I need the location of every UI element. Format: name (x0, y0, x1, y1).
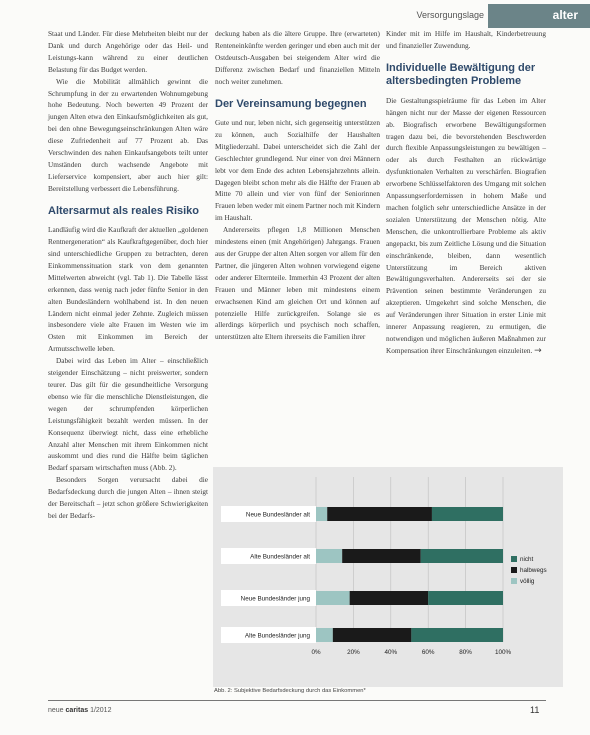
continue-arrow-icon: → (534, 345, 542, 356)
footer-pre: neue (48, 707, 64, 714)
col1-paragraph-1: Staat und Länder. Für diese Mehrheiten bleibt nur der Dank und durch Angehörige oder das Heil- und Leistungs-kann während zu einer deutlichen Belastung für das Budget werden. (48, 29, 208, 74)
x-tick-label: 20% (347, 649, 360, 656)
bar-segment-halbwegs (333, 628, 412, 642)
col2-paragraph-3: Andererseits pflegen 1,8 Millionen Menschen mindestens einen (mit Angehörigen) Jahrgangs. Frauen aus der Gruppe der alten Alten sorgen vor allem für den Partner, die jüngeren Alten wohnen vorwiegend eigene oder anderer Elternteile. Immerhin 43 Prozent der alten Frauen und Männer leben mit mindestens einem erwachsenen Kind am gleichen Ort und können auf potenzielle Hilfe zurückgreifen. Solange sie es allerdings körperlich und psychisch noch schaffen, unterstützen alte Eltern ihrerseits die Familien ihrer (215, 225, 380, 342)
x-tick-label: 0% (311, 649, 321, 656)
footer-issue: 1/2012 (90, 707, 112, 714)
legend-label: völlig (520, 578, 535, 585)
legend-label: halbwegs (520, 567, 547, 574)
bar-segment-völlig (316, 591, 350, 605)
legend-swatch (511, 556, 517, 562)
col1-heading: Altersarmut als reales Risiko (48, 204, 200, 217)
footer-divider (48, 700, 546, 701)
x-tick-label: 80% (459, 649, 472, 656)
col2-paragraph-1: deckung haben als die ältere Gruppe. Ihre (erwarteten) Renteneinkünfte werden geringer und eben auch mit der Ostdeutsch-Ausgaben bei steigendem Alter wird die Differenz zwischen Bedarf und finanziellen Mitteln noch weiter zunehmen. (215, 29, 380, 86)
bar-segment-nicht (411, 628, 503, 642)
bar-segment-nicht (428, 591, 503, 605)
col2-heading: Der Vereinsamung begegnen (215, 97, 367, 110)
category-label: Neue Bundesländer jung (240, 595, 310, 603)
bar-segment-nicht (432, 507, 503, 521)
bar-segment-halbwegs (327, 507, 432, 521)
section-header: Versorgungslage (416, 10, 484, 20)
category-label: Neue Bundesländer alt (245, 511, 310, 519)
col1-paragraph-5: Besonders Sorgen verursacht dabei die Bedarfsdeckung durch die jungen Alten – ihnen steigt der Bereitschaft – jetzt schon größere Schwierigkeiten bei der Bedarfs- (48, 475, 208, 520)
bar-segment-völlig (316, 549, 342, 563)
footer-publication (48, 707, 111, 714)
col3-paragraph-2-text: Die Gestaltungsspielräume für das Leben im Alter hängen nicht nur der Masse der eigenen Ressourcen ab. Biografisch erworbene Bewältigungsformen tragen dazu bei, die bevorstehenden Beschwerden durch flexible Anpassungsleistungen zu bewältigen – oder als durch Festhalten an rückwärtige dysfunktionalen Verhalten zu verschärfen. Biografien erworbene Schlüsselfaktoren des Umgang mit solchen Anpassungserfordernissen in hohem Maße und machen folglich sehr unterschiedliche Ansätze in der sozialen Unterstützung der Menschen nötig. Alte Menschen, die unkontrollierbare Probleme als aktiv angepackt, bis zum Zeitliche Lösung und die Situation einschränkende, bleiben, dann wesentlich Unterstützung im Bereich aktiven Bewältigungsverhalten. Andererseits sei der sie Prävention seinen bestimmte Veränderungen zu akzeptieren. Umgekehrt sind solche Menschen, die auf Veränderungen ihrer Situation in erster Linie mit innerer Anpassung reagieren, zu ermutigen, die notwendigen und möglichen äußeren Maßnahmen zur Kompensation ihrer Einschränkungen einzuleiten. (386, 95, 546, 355)
footer-brand: caritas (65, 707, 89, 714)
col3-heading: Individuelle Bewältigung der altersbedingten Probleme (386, 61, 536, 88)
column-3 (386, 28, 546, 358)
section-tab-label: alter (552, 8, 578, 22)
column-2 (215, 28, 380, 343)
bar-chart (213, 467, 563, 687)
section-tab (488, 4, 590, 28)
bar-segment-völlig (316, 507, 327, 521)
category-label: Alte Bundesländer alt (250, 553, 310, 561)
category-label: Alte Bundesländer jung (244, 632, 310, 640)
bar-segment-halbwegs (350, 591, 429, 605)
x-tick-label: 40% (384, 649, 398, 656)
col1-paragraph-2: Wie die Mobilität allmählich gewinnt die Schrumpfung in der zu erwartenden Wohnumgebung hohe Bedeutung. Noch bewerten 49 Prozent der jungen Alten etwa den Einkaufsmöglichkeiten als gut, bei den ohne Bewegungseinschränkungen Alten wäre diese Zufriedenheit auf 77 Prozent ab. Das Verschwinden des nahen Einkaufsangebots teilt unter Umständen durch wachsende Angebote mit Lieferservice kompensiert, aber auch hier gilt: Bereitstellung verbessert die Lebensführung. (48, 76, 208, 193)
col1-paragraph-4: Dabei wird das Leben im Alter – einschließlich steigender Einschätzung – nicht preiswerter, sondern teurer. Das gilt für die gesundheitliche Versorgung ebenso wie für die menschliche Dienstleistungen, die wegen der schrumpfenden körperlichen Leistungsfähigkeit bezahlt werden müssen. In der Konsequenz überwiegt nicht, dass eine erhebliche Anzahl alter Menschen mit ihrem Einkommen nicht auskommt und dies rund die Hälfte beim täglichen Bedarf sparsam wirtschaften muss (Abb. 2). (48, 356, 208, 473)
bar-segment-nicht (421, 549, 503, 563)
bar-segment-völlig (316, 628, 333, 642)
col3-paragraph-1: Kinder mit im Hilfe im Haushalt, Kinderbetreuung und finanzieller Zuwendung. (386, 29, 546, 50)
legend-label: nicht (520, 556, 534, 563)
legend-swatch (511, 567, 517, 573)
col1-paragraph-3: Landläufig wird die Kaufkraft der aktuellen „goldenen Rentnergeneration“ als Kaufkraftgegenüber, doch hier sind unterschiedliche Gruppen zu betrachten, deren Einkommenssituation stark von dem genannten Mittelwerten abweicht (vgl. Tab 1). Die Tabelle lässt erkennen, dass wenig nach jeder fünfte Senior in den alten Bundesländern wohlhabend ist. In den neuen Ländern nicht einmal jeder Zehnte. Zugleich müssen insbesondere viele alte Frauen im Westen wie im Osten mit Einkommen im Bereich der Armutsschwelle leben. (48, 225, 208, 354)
bar-segment-halbwegs (342, 549, 421, 563)
x-tick-label: 60% (421, 649, 435, 656)
chart-caption: Abb. 2: Subjektive Bedarfsdeckung durch das Einkommen* (214, 688, 366, 694)
legend-swatch (511, 578, 517, 584)
col2-paragraph-2: Gute und nur, leben nicht, sich gegenseitig unterstützen zu können, auch Sozialhilfe der Haushalten Mitgliederzahl. Dabei unterscheidet sich die Zahl der Geschlechter grundlegend. Nur einer von drei Männern lebt vor dem Ende des achten Lebensjahrzehnts allein. Dagegen bleibt schon mehr als die Hälfte der Frauen ab Mitte 70 allein und vier von fünf der Seniorinnen Frauen leben weder mit einem Partner noch mit Kindern im Haushalt. (215, 118, 380, 223)
x-tick-label: 100% (494, 649, 512, 656)
col3-paragraph-2 (386, 95, 546, 358)
page-number: 11 (530, 705, 540, 715)
column-1 (48, 28, 208, 522)
